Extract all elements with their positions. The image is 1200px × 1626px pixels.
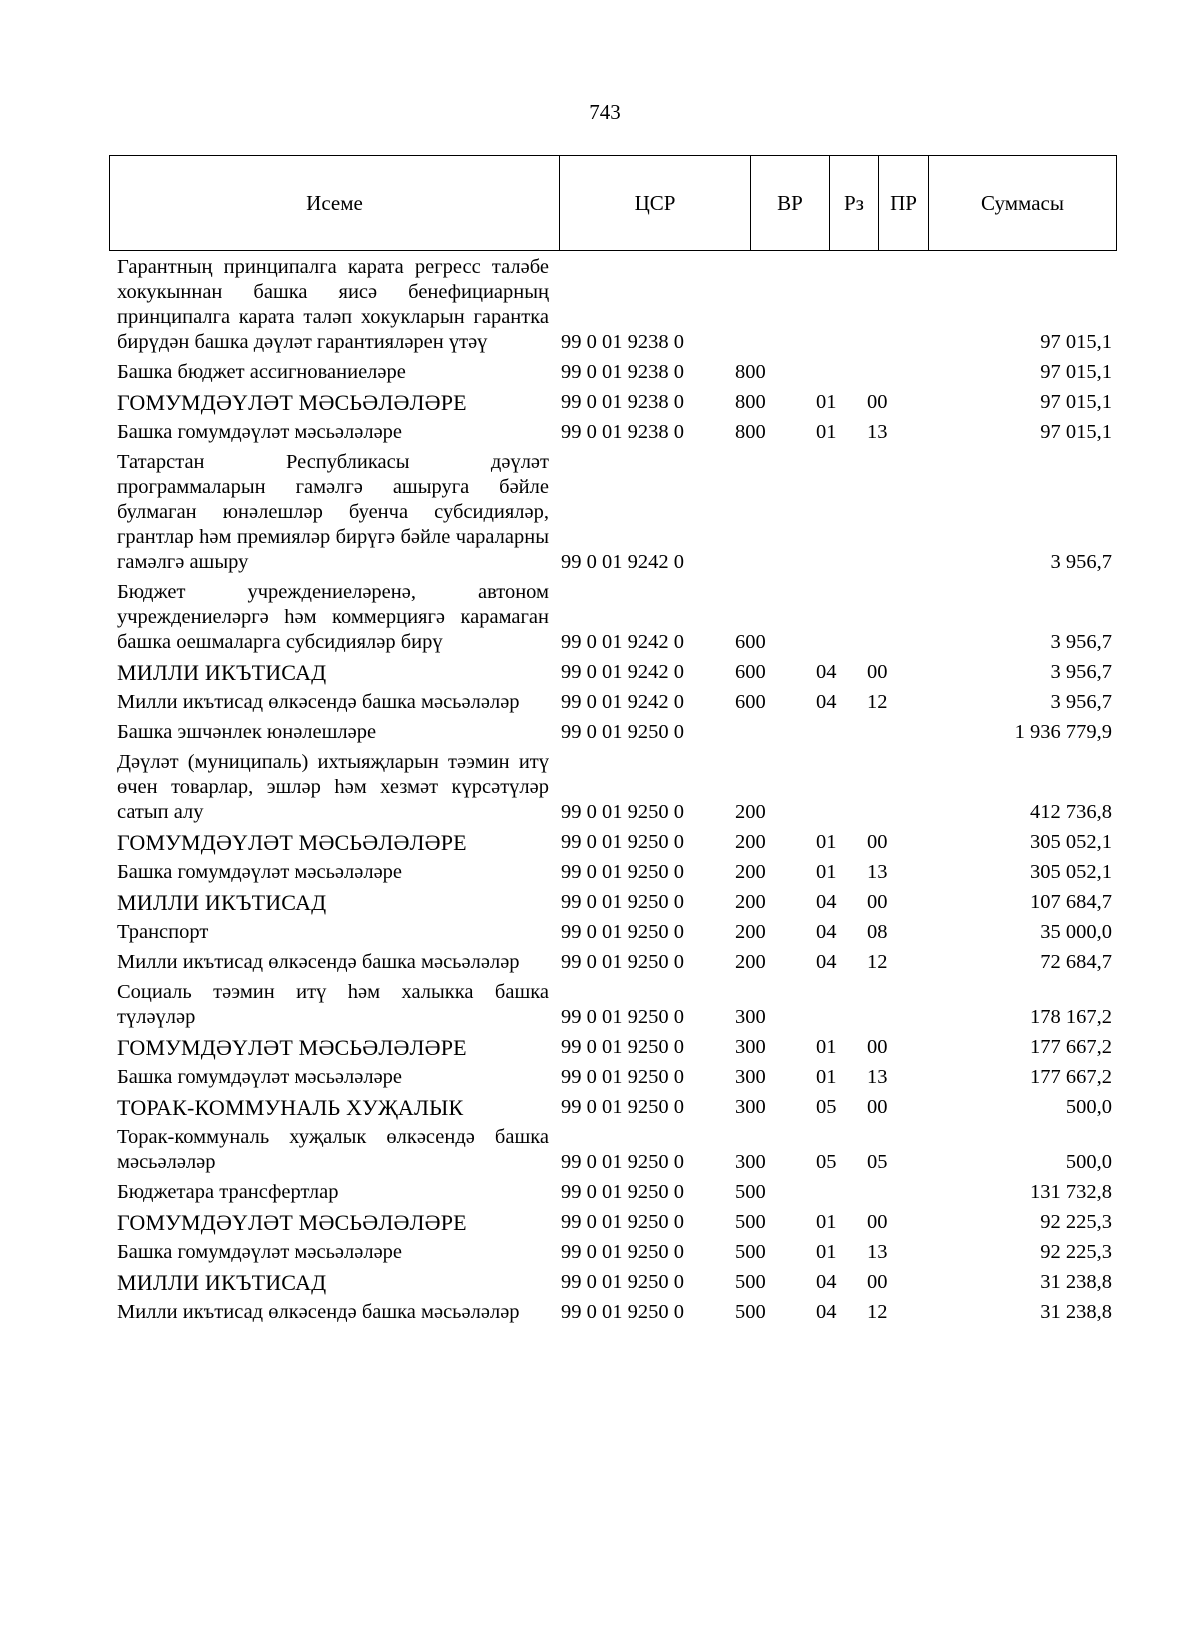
row-csr: 99 0 01 9250 0 [561, 1271, 684, 1293]
row-vr: 300 [735, 1096, 766, 1118]
row-vr: 500 [735, 1211, 766, 1233]
row-name: Бюджетара трансфертлар [117, 1181, 339, 1203]
table-row [117, 580, 1117, 660]
row-sum: 97 015,1 [1040, 331, 1112, 353]
row-rz: 04 [816, 691, 837, 713]
row-sum: 305 052,1 [1030, 831, 1112, 853]
row-csr: 99 0 01 9250 0 [561, 1151, 684, 1173]
row-sum: 500,0 [1065, 1151, 1112, 1173]
row-rz: 01 [816, 1066, 837, 1088]
row-pr: 13 [867, 1066, 888, 1088]
row-pr: 00 [867, 391, 888, 413]
row-sum: 305 052,1 [1030, 861, 1112, 883]
row-name: Башка гомумдәүләт мәсьәләләре [117, 861, 403, 883]
row-pr: 00 [867, 831, 888, 853]
header-rz: Рз [830, 156, 879, 250]
row-rz: 04 [816, 891, 837, 913]
row-csr: 99 0 01 9250 0 [561, 1211, 684, 1233]
table-body [117, 255, 1117, 1330]
row-rz: 01 [816, 1241, 837, 1263]
table-row [117, 1095, 1117, 1125]
row-sum: 3 956,7 [1050, 631, 1112, 653]
table-row [117, 950, 1117, 980]
row-name: МИЛЛИ ИКЪТИСАД [117, 890, 327, 915]
row-sum: 97 015,1 [1040, 361, 1112, 383]
row-pr: 00 [867, 891, 888, 913]
row-name: ГОМУМДӘҮЛӘТ МӘСЬӘЛӘЛӘРЕ [117, 390, 467, 415]
row-csr: 99 0 01 9242 0 [561, 691, 684, 713]
row-vr: 800 [735, 361, 766, 383]
row-pr: 08 [867, 921, 888, 943]
row-name: Башка гомумдәүләт мәсьәләләре [117, 1066, 403, 1088]
row-sum: 31 238,8 [1040, 1301, 1112, 1323]
row-sum: 131 732,8 [1030, 1181, 1112, 1203]
row-csr: 99 0 01 9250 0 [561, 861, 684, 883]
row-sum: 72 684,7 [1040, 951, 1112, 973]
row-csr: 99 0 01 9250 0 [561, 1181, 684, 1203]
row-name: Бюджет учреждениеләренә, автоном учреждениеләргә һәм коммерциягә карамаган башка оешмаларга субсидияләр бирү [117, 581, 549, 653]
row-csr: 99 0 01 9238 0 [561, 421, 684, 443]
row-csr: 99 0 01 9238 0 [561, 331, 684, 353]
row-sum: 3 956,7 [1050, 691, 1112, 713]
row-name: ГОМУМДӘҮЛӘТ МӘСЬӘЛӘЛӘРЕ [117, 1035, 467, 1060]
row-pr: 13 [867, 1241, 888, 1263]
row-name: Милли икътисад өлкәсендә башка мәсьәләләр [117, 951, 520, 973]
table-row [117, 390, 1117, 420]
row-sum: 107 684,7 [1030, 891, 1112, 913]
row-name: Социаль тәэмин итү һәм халыкка башка түләүләр [117, 981, 549, 1028]
row-name: Башка эшчәнлек юнәлешләре [117, 721, 377, 743]
row-vr: 200 [735, 861, 766, 883]
table-row [117, 890, 1117, 920]
row-rz: 05 [816, 1096, 837, 1118]
row-vr: 300 [735, 1151, 766, 1173]
row-name: Транспорт [117, 921, 209, 943]
table-row [117, 1210, 1117, 1240]
row-vr: 600 [735, 691, 766, 713]
row-vr: 200 [735, 831, 766, 853]
table-row [117, 860, 1117, 890]
row-csr: 99 0 01 9250 0 [561, 1241, 684, 1263]
header-pr: ПР [879, 156, 929, 250]
row-sum: 178 167,2 [1030, 1006, 1112, 1028]
row-sum: 177 667,2 [1030, 1036, 1112, 1058]
row-sum: 97 015,1 [1040, 421, 1112, 443]
row-rz: 01 [816, 831, 837, 853]
row-rz: 01 [816, 421, 837, 443]
table-row [117, 450, 1117, 580]
row-rz: 04 [816, 1271, 837, 1293]
table-row [117, 420, 1117, 450]
row-vr: 300 [735, 1036, 766, 1058]
row-sum: 31 238,8 [1040, 1271, 1112, 1293]
row-vr: 200 [735, 891, 766, 913]
row-rz: 04 [816, 1301, 837, 1323]
row-sum: 1 936 779,9 [1014, 721, 1112, 743]
table-row [117, 1180, 1117, 1210]
row-vr: 800 [735, 391, 766, 413]
row-csr: 99 0 01 9242 0 [561, 551, 684, 573]
row-vr: 500 [735, 1271, 766, 1293]
row-rz: 01 [816, 391, 837, 413]
row-sum: 412 736,8 [1030, 801, 1112, 823]
table-row [117, 1270, 1117, 1300]
row-rz: 01 [816, 861, 837, 883]
row-rz: 05 [816, 1151, 837, 1173]
table-row [117, 255, 1117, 360]
page-number: 743 [589, 100, 621, 124]
row-sum: 3 956,7 [1050, 661, 1112, 683]
header-name: Исеме [110, 156, 560, 250]
row-pr: 00 [867, 1036, 888, 1058]
row-vr: 800 [735, 421, 766, 443]
row-name: Гарантның принципалга карата регресс таләбе хокукыннан башка яисә бенефициарның принципалга карата таләп хокукларын гарантка бирүдән башка дәүләт гарантияләрен үтәү [117, 256, 549, 353]
row-vr: 500 [735, 1241, 766, 1263]
row-sum: 35 000,0 [1040, 921, 1112, 943]
row-csr: 99 0 01 9242 0 [561, 661, 684, 683]
table-row [117, 830, 1117, 860]
row-vr: 300 [735, 1066, 766, 1088]
table-row [117, 1035, 1117, 1065]
row-name: ТОРАК-КОММУНАЛЬ ХУҖАЛЫК [117, 1095, 464, 1120]
row-pr: 00 [867, 1211, 888, 1233]
table-row [117, 720, 1117, 750]
row-name: Башка гомумдәүләт мәсьәләләре [117, 421, 403, 443]
header-sum: Суммасы [981, 190, 1064, 215]
row-csr: 99 0 01 9250 0 [561, 831, 684, 853]
table-row [117, 360, 1117, 390]
row-csr: 99 0 01 9250 0 [561, 891, 684, 913]
row-pr: 13 [867, 861, 888, 883]
row-name: Башка бюджет ассигнованиеләре [117, 361, 406, 383]
row-vr: 200 [735, 801, 766, 823]
row-name: ГОМУМДӘҮЛӘТ МӘСЬӘЛӘЛӘРЕ [117, 830, 467, 855]
row-csr: 99 0 01 9250 0 [561, 1036, 684, 1058]
row-name: ГОМУМДӘҮЛӘТ МӘСЬӘЛӘЛӘРЕ [117, 1210, 467, 1235]
row-vr: 200 [735, 951, 766, 973]
row-pr: 00 [867, 1271, 888, 1293]
table-row [117, 1300, 1117, 1330]
row-csr: 99 0 01 9250 0 [561, 1301, 684, 1323]
table-row [117, 690, 1117, 720]
table-row [117, 980, 1117, 1035]
row-csr: 99 0 01 9250 0 [561, 1066, 684, 1088]
table-row [117, 1240, 1117, 1270]
row-csr: 99 0 01 9250 0 [561, 921, 684, 943]
row-csr: 99 0 01 9238 0 [561, 391, 684, 413]
row-vr: 500 [735, 1181, 766, 1203]
table-row [117, 1065, 1117, 1095]
row-pr: 12 [867, 1301, 888, 1323]
row-sum: 92 225,3 [1040, 1241, 1112, 1263]
row-pr: 13 [867, 421, 888, 443]
row-rz: 04 [816, 951, 837, 973]
table-row [117, 1125, 1117, 1180]
table-header [109, 155, 1117, 251]
header-vr: ВР [751, 156, 830, 250]
row-rz: 01 [816, 1036, 837, 1058]
row-rz: 04 [816, 661, 837, 683]
row-vr: 600 [735, 661, 766, 683]
row-name: МИЛЛИ ИКЪТИСАД [117, 1270, 327, 1295]
row-pr: 12 [867, 951, 888, 973]
row-vr: 200 [735, 921, 766, 943]
row-name: Татарстан Республикасы дәүләт программаларын гамәлгә ашыруга бәйле булмаган юнәлешләр буенча субсидияләр, грантлар һәм премияләр бирүгә бәйле чараларны гамәлгә ашыру [117, 451, 549, 573]
row-pr: 12 [867, 691, 888, 713]
row-csr: 99 0 01 9250 0 [561, 1096, 684, 1118]
table-row [117, 920, 1117, 950]
row-sum: 97 015,1 [1040, 391, 1112, 413]
row-sum: 92 225,3 [1040, 1211, 1112, 1233]
row-csr: 99 0 01 9250 0 [561, 801, 684, 823]
row-name: МИЛЛИ ИКЪТИСАД [117, 660, 327, 685]
header-csr: ЦСР [560, 156, 751, 250]
row-name: Милли икътисад өлкәсендә башка мәсьәләләр [117, 691, 520, 713]
row-vr: 600 [735, 631, 766, 653]
table-row [117, 660, 1117, 690]
row-csr: 99 0 01 9238 0 [561, 361, 684, 383]
row-vr: 500 [735, 1301, 766, 1323]
row-csr: 99 0 01 9250 0 [561, 721, 684, 743]
row-name: Башка гомумдәүләт мәсьәләләре [117, 1241, 403, 1263]
row-vr: 300 [735, 1006, 766, 1028]
row-pr: 00 [867, 1096, 888, 1118]
row-name: Милли икътисад өлкәсендә башка мәсьәләләр [117, 1301, 520, 1323]
row-sum: 177 667,2 [1030, 1066, 1112, 1088]
table-row [117, 750, 1117, 830]
row-sum: 3 956,7 [1050, 551, 1112, 573]
row-sum: 500,0 [1065, 1096, 1112, 1118]
row-pr: 05 [867, 1151, 888, 1173]
row-csr: 99 0 01 9250 0 [561, 1006, 684, 1028]
row-csr: 99 0 01 9250 0 [561, 951, 684, 973]
row-rz: 04 [816, 921, 837, 943]
row-name: Дәүләт (муниципаль) ихтыяҗларын тәэмин итү өчен товарлар, эшләр һәм хезмәт күрсәтүләр сатып алу [117, 751, 549, 823]
row-csr: 99 0 01 9242 0 [561, 631, 684, 653]
row-pr: 00 [867, 661, 888, 683]
row-name: Торак-коммуналь хуҗалык өлкәсендә башка мәсьәләләр [117, 1126, 549, 1173]
row-rz: 01 [816, 1211, 837, 1233]
